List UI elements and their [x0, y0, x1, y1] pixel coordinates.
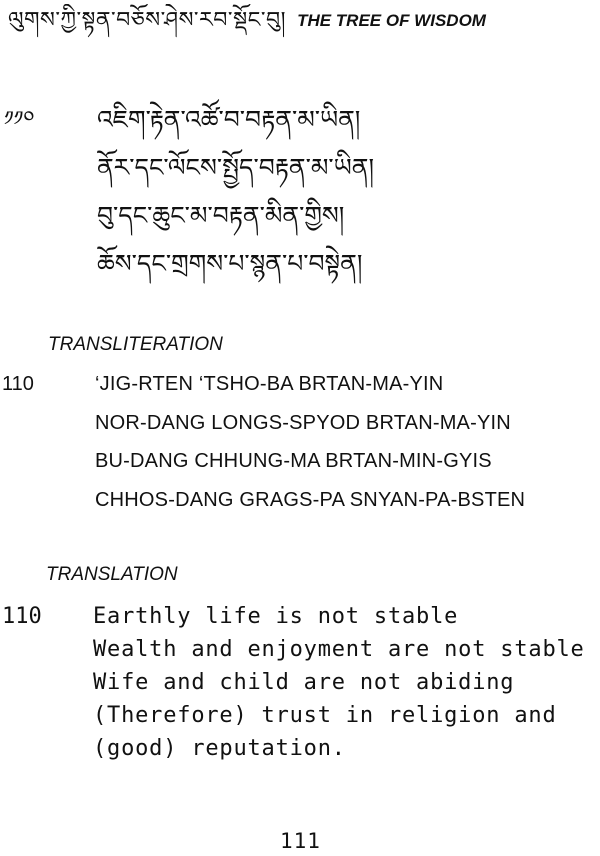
translation-lines [93, 600, 585, 765]
transliteration-lines [95, 367, 525, 521]
page-number: 111 [280, 829, 321, 853]
header-tibetan-title: ལུགས་ཀྱི་སྟན་བཅོས་ཤེས་རབ་སྡོང་བུ། [8, 8, 286, 33]
tibetan-verse-number: ༡༡༠ [4, 106, 35, 130]
translation-line: Earthly life is not stable [93, 604, 459, 629]
tibetan-verse-line: ཆོས་དང་གྲགས་པ་སྙན་པ་བསྟེན། [97, 249, 363, 278]
translation-line: Wife and child are not abiding [93, 670, 515, 695]
translation-line: (Therefore) trust in religion and [93, 703, 557, 728]
header-english-title: THE TREE OF WISDOM [297, 11, 486, 30]
tibetan-verse-line: ནོར་དང་ལོངས་སྤྱོད་བརྟན་མ་ཡིན། [97, 153, 375, 182]
transliteration-line: NOR-DANG LONGS-SPYOD BRTAN-MA-YIN [95, 411, 511, 434]
tibetan-verse-line: བུ་དང་ཆུང་མ་བརྟན་མིན་གྱིས། [97, 201, 345, 230]
tibetan-verse-lines [97, 96, 374, 288]
transliteration-line: CHHOS-DANG GRAGS-PA SNYAN-PA-BSTEN [95, 488, 526, 511]
transliteration-heading: TRANSLITERATION [48, 334, 223, 355]
translation-heading: TRANSLATION [46, 564, 178, 585]
transliteration-line: BU-DANG CHHUNG-MA BRTAN-MIN-GYIS [95, 450, 492, 472]
translation-verse-number: 110 [2, 604, 42, 629]
tibetan-verse-line: འཇིག་རྟེན་འཚོ་བ་བརྟན་མ་ཡིན། [97, 105, 361, 134]
transliteration-verse-number: 110 [2, 373, 34, 395]
page-header [8, 4, 592, 38]
translation-line: Wealth and enjoyment are not stable [93, 637, 585, 662]
transliteration-line: ‘JIG-RTEN ‘TSHO-BA BRTAN-MA-YIN [95, 373, 444, 395]
translation-line: (good) reputation. [93, 736, 346, 761]
